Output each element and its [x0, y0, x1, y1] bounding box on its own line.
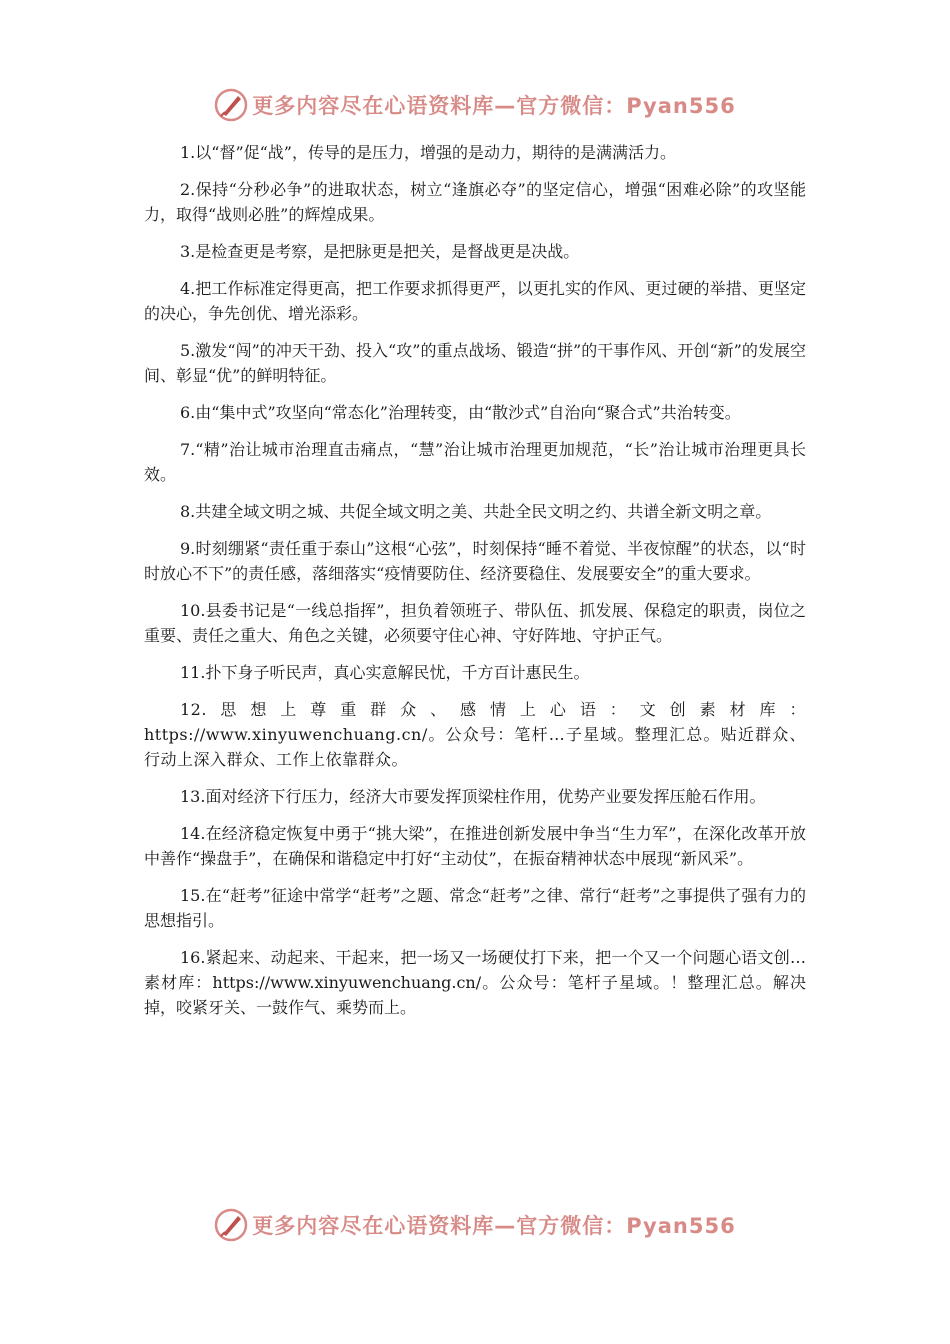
document-body — [144, 140, 806, 1032]
paragraph-16: 16.紧起来、动起来、干起来，把一场又一场硬仗打下来，把一个又一个问题心语文创…素材库：https://www.xinyuwenchuang.cn/。公众号：笔杆子星域。！整理汇总。解决掉，咬紧牙关、一鼓作气、乘势而上。 — [144, 948, 806, 1017]
paragraph-13: 13.面对经济下行压力，经济大市要发挥顶梁柱作用，优势产业要发挥压舱石作用。 — [180, 787, 766, 806]
paragraph-1: 1.以“督”促“战”，传导的是压力，增强的是动力，期待的是满满活力。 — [180, 143, 676, 162]
footer-banner-text: 更多内容尽在心语资料库—官方微信：Pyan556 — [252, 1214, 736, 1238]
paragraph-3: 3.是检查更是考察，是把脉更是把关，是督战更是决战。 — [180, 242, 580, 261]
paragraph-4: 4.把工作标准定得更高，把工作要求抓得更严，以更扎实的作风、更过硬的举措、更坚定的决心，争先创优、增光添彩。 — [144, 279, 806, 323]
paragraph-14: 14.在经济稳定恢复中勇于“挑大梁”，在推进创新发展中争当“生力军”，在深化改革开放中善作“操盘手”，在确保和谐稳定中打好“主动仗”，在振奋精神状态中展现“新风采”。 — [144, 824, 806, 868]
paragraph-12: 12.思想上尊重群众、感情上心语：文创素材库：https://www.xinyuwenchuang.cn/。公众号：笔杆…子星域。整理汇总。贴近群众、行动上深入群众、工作上依靠群众。 — [144, 700, 806, 769]
paragraph-6: 6.由“集中式”攻坚向“常态化”治理转变，由“散沙式”自治向“聚合式”共治转变。 — [180, 403, 741, 422]
header-banner — [0, 80, 950, 130]
header-banner-text: 更多内容尽在心语资料库—官方微信：Pyan556 — [252, 94, 736, 118]
paragraph-2: 2.保持“分秒必争”的进取状态，树立“逢旗必夺”的坚定信心，增强“困难必除”的攻坚能力，取得“战则必胜”的辉煌成果。 — [144, 180, 806, 224]
quill-logo-icon — [214, 1208, 248, 1242]
paragraph-15: 15.在“赶考”征途中常学“赶考”之题、常念“赶考”之律、常行“赶考”之事提供了强有力的思想指引。 — [144, 886, 806, 930]
footer-banner — [0, 1200, 950, 1250]
paragraph-8: 8.共建全域文明之城、共促全域文明之美、共赴全民文明之约、共谱全新文明之章。 — [180, 502, 772, 521]
quill-logo-icon — [214, 88, 248, 122]
paragraph-9: 9.时刻绷紧“责任重于泰山”这根“心弦”，时刻保持“睡不着觉、半夜惊醒”的状态，以“时时放心不下”的责任感，落细落实“疫情要防住、经济要稳住、发展要安全”的重大要求。 — [144, 539, 806, 583]
paragraph-5: 5.激发“闯”的冲天干劲、投入“攻”的重点战场、锻造“拼”的干事作风、开创“新”的发展空间、彰显“优”的鲜明特征。 — [144, 341, 806, 385]
paragraph-7: 7.“精”治让城市治理直击痛点，“慧”治让城市治理更加规范，“长”治让城市治理更具长效。 — [144, 440, 806, 484]
paragraph-11: 11.扑下身子听民声，真心实意解民忧，千方百计惠民生。 — [180, 663, 590, 682]
paragraph-10: 10.县委书记是“一线总指挥”，担负着领班子、带队伍、抓发展、保稳定的职责，岗位之重要、责任之重大、角色之关键，必须要守住心神、守好阵地、守护正气。 — [144, 601, 806, 645]
